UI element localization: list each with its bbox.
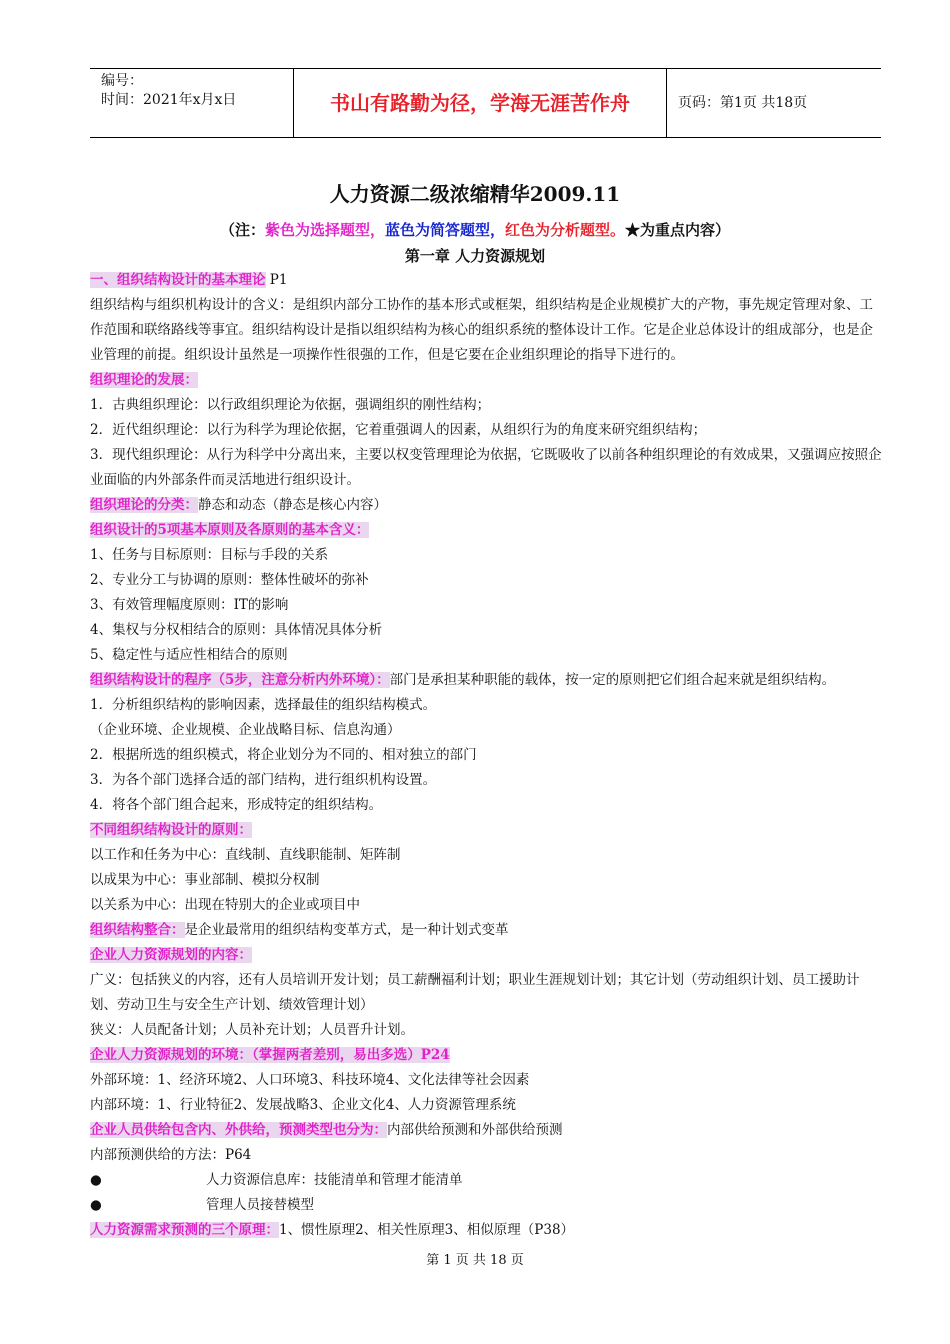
line-text: 3．为各个部门选择合适的部门结构，进行组织机构设置。 bbox=[90, 772, 437, 788]
section-heading-line bbox=[90, 1043, 885, 1068]
highlighted-heading: 企业人力资源规划的环境：（掌握两者差别，易出多选）P24 bbox=[90, 1047, 450, 1063]
body-line bbox=[90, 718, 885, 743]
highlighted-heading: 组织结构整合： bbox=[90, 922, 185, 938]
body-line bbox=[90, 293, 885, 368]
note-close: ★为重点内容） bbox=[625, 221, 731, 239]
bullet-item bbox=[90, 1168, 885, 1193]
body-line bbox=[90, 643, 885, 668]
header-meta bbox=[90, 69, 293, 137]
line-text: 狭义：人员配备计划；人员补充计划；人员晋升计划。 bbox=[90, 1022, 414, 1038]
line-text: 2．根据所选的组织模式，将企业划分为不同的、相对独立的部门 bbox=[90, 747, 477, 763]
time-label: 时间：2021年x月x日 bbox=[101, 92, 237, 108]
line-text: 外部环境：1、经济环境2、人口环境3、科技环境4、文化法律等社会因素 bbox=[90, 1072, 530, 1088]
line-text: 广义：包括狭义的内容，还有人员培训开发计划；员工薪酬福利计划；职业生涯规划计划；其它计划（劳动组织计划、员工援助计划、劳动卫生与安全生产计划、绩效管理计划） bbox=[90, 972, 860, 1013]
line-text: （企业环境、企业规模、企业战略目标、信息沟通） bbox=[90, 722, 401, 738]
section-heading-line bbox=[90, 943, 885, 968]
body-line bbox=[90, 868, 885, 893]
body-line bbox=[90, 743, 885, 768]
line-text: 2．近代组织理论：以行为科学为理论依据，它着重强调人的因素，从组织行为的角度来研究组织结构； bbox=[90, 422, 707, 438]
line-text: P1 bbox=[265, 272, 288, 288]
line-text: 1、惯性原理2、相关性原理3、相似原理（P38） bbox=[279, 1222, 575, 1238]
body-line bbox=[90, 968, 885, 1018]
line-text: 是企业最常用的组织结构变革方式，是一种计划式变革 bbox=[184, 922, 509, 938]
highlighted-heading: 一、组织结构设计的基本理论 bbox=[90, 272, 266, 288]
color-legend-note bbox=[0, 219, 950, 240]
chapter-heading: 第一章 人力资源规划 bbox=[404, 247, 546, 265]
note-red: 红色为分析题型。 bbox=[505, 221, 626, 239]
bullet-icon: ● bbox=[90, 1172, 102, 1188]
line-text: 以工作和任务为中心：直线制、直线职能制、矩阵制 bbox=[90, 847, 401, 863]
body-line bbox=[90, 618, 885, 643]
highlighted-heading: 人力资源需求预测的三个原理： bbox=[90, 1222, 279, 1238]
section-heading-line bbox=[90, 668, 885, 693]
line-text: 以成果为中心：事业部制、模拟分权制 bbox=[90, 872, 320, 888]
section-heading-line bbox=[90, 818, 885, 843]
note-open: （注： bbox=[219, 221, 265, 239]
section-heading-line bbox=[90, 918, 885, 943]
page-footer: 第 1 页 共 18 页 bbox=[426, 1253, 524, 1268]
header-page-label: 页码：第1页 共18页 bbox=[678, 95, 808, 111]
section-heading-line bbox=[90, 268, 885, 293]
note-blue: 蓝色为简答题型， bbox=[384, 221, 505, 239]
line-text: 4、集权与分权相结合的原则：具体情况具体分析 bbox=[90, 622, 383, 638]
line-text: 3．现代组织理论：从行为科学中分离出来，主要以权变管理理论为依据，它既吸收了以前各种组织理论的有效成果，又强调应按照企业面临的内外部条件而灵活地进行组织设计。 bbox=[90, 447, 882, 488]
line-text: 静态和动态（静态是核心内容） bbox=[198, 497, 387, 513]
line-text: 3、有效管理幅度原则：IT的影响 bbox=[90, 597, 289, 613]
section-heading-line bbox=[90, 493, 885, 518]
body-line bbox=[90, 418, 885, 443]
section-heading-line bbox=[90, 368, 885, 393]
highlighted-heading: 不同组织结构设计的原则： bbox=[90, 822, 252, 838]
number-label: 编号： bbox=[101, 73, 143, 89]
bullet-text: 人力资源信息库：技能清单和管理才能清单 bbox=[206, 1172, 463, 1188]
header-motto: 书山有路勤为径，学海无涯苦作舟 bbox=[293, 69, 667, 137]
line-text: 内部环境：1、行业特征2、发展战略3、企业文化4、人力资源管理系统 bbox=[90, 1097, 516, 1113]
line-text: 4．将各个部门组合起来，形成特定的组织结构。 bbox=[90, 797, 383, 813]
bullet-item bbox=[90, 1193, 885, 1218]
document-title: 人力资源二级浓缩精华2009.11 bbox=[329, 182, 621, 206]
body-line bbox=[90, 543, 885, 568]
body-line bbox=[90, 1018, 885, 1043]
section-heading-line bbox=[90, 1218, 885, 1243]
highlighted-heading: 组织理论的发展： bbox=[90, 372, 198, 388]
note-purple: 紫色为选择题型， bbox=[264, 221, 385, 239]
highlighted-heading: 组织结构设计的程序（5步，注意分析内外环境）： bbox=[90, 672, 390, 688]
line-text: 内部预测供给的方法：P64 bbox=[90, 1147, 252, 1163]
line-text: 内部供给预测和外部供给预测 bbox=[387, 1122, 563, 1138]
body-line bbox=[90, 393, 885, 418]
document-body bbox=[90, 268, 885, 1243]
body-line bbox=[90, 693, 885, 718]
bullet-icon: ● bbox=[90, 1197, 102, 1213]
body-line bbox=[90, 893, 885, 918]
section-heading-line bbox=[90, 518, 885, 543]
highlighted-heading: 组织理论的分类： bbox=[90, 497, 198, 513]
body-line bbox=[90, 768, 885, 793]
body-line bbox=[90, 843, 885, 868]
line-text: 1、任务与目标原则：目标与手段的关系 bbox=[90, 547, 329, 563]
line-text: 以关系为中心：出现在特别大的企业或项目中 bbox=[90, 897, 360, 913]
highlighted-heading: 企业人力资源规划的内容： bbox=[90, 947, 252, 963]
page-header bbox=[90, 68, 881, 138]
body-line bbox=[90, 1068, 885, 1093]
body-line bbox=[90, 1093, 885, 1118]
body-line bbox=[90, 568, 885, 593]
body-line bbox=[90, 593, 885, 618]
line-text: 组织结构与组织机构设计的含义：是组织内部分工协作的基本形式或框架，组织结构是企业规模扩大的产物，事先规定管理对象、工作范围和联络路线等事宜。组织结构设计是指以组织结构为核心的组织系统的整体设计工作。它是企业总体设计的组成部分，也是企业管理的前提。组织设计虽然是一项操作性很强的工作，但是它要在企业组织理论的指导下进行的。 bbox=[90, 297, 873, 363]
highlighted-heading: 企业人员供给包含内、外供给，预测类型也分为： bbox=[90, 1122, 387, 1138]
section-heading-line bbox=[90, 1118, 885, 1143]
line-text: 5、稳定性与适应性相结合的原则 bbox=[90, 647, 288, 663]
bullet-text: 管理人员接替模型 bbox=[206, 1197, 314, 1213]
line-text: 1．分析组织结构的影响因素，选择最佳的组织结构模式。 bbox=[90, 697, 437, 713]
line-text: 部门是承担某种职能的载体，按一定的原则把它们组合起来就是组织结构。 bbox=[389, 672, 836, 688]
line-text: 1．古典组织理论：以行政组织理论为依据，强调组织的刚性结构； bbox=[90, 397, 491, 413]
line-text: 2、专业分工与协调的原则：整体性破坏的弥补 bbox=[90, 572, 369, 588]
body-line bbox=[90, 1143, 885, 1168]
body-line bbox=[90, 793, 885, 818]
highlighted-heading: 组织设计的5项基本原则及各原则的基本含义： bbox=[90, 522, 370, 538]
body-line bbox=[90, 443, 885, 493]
